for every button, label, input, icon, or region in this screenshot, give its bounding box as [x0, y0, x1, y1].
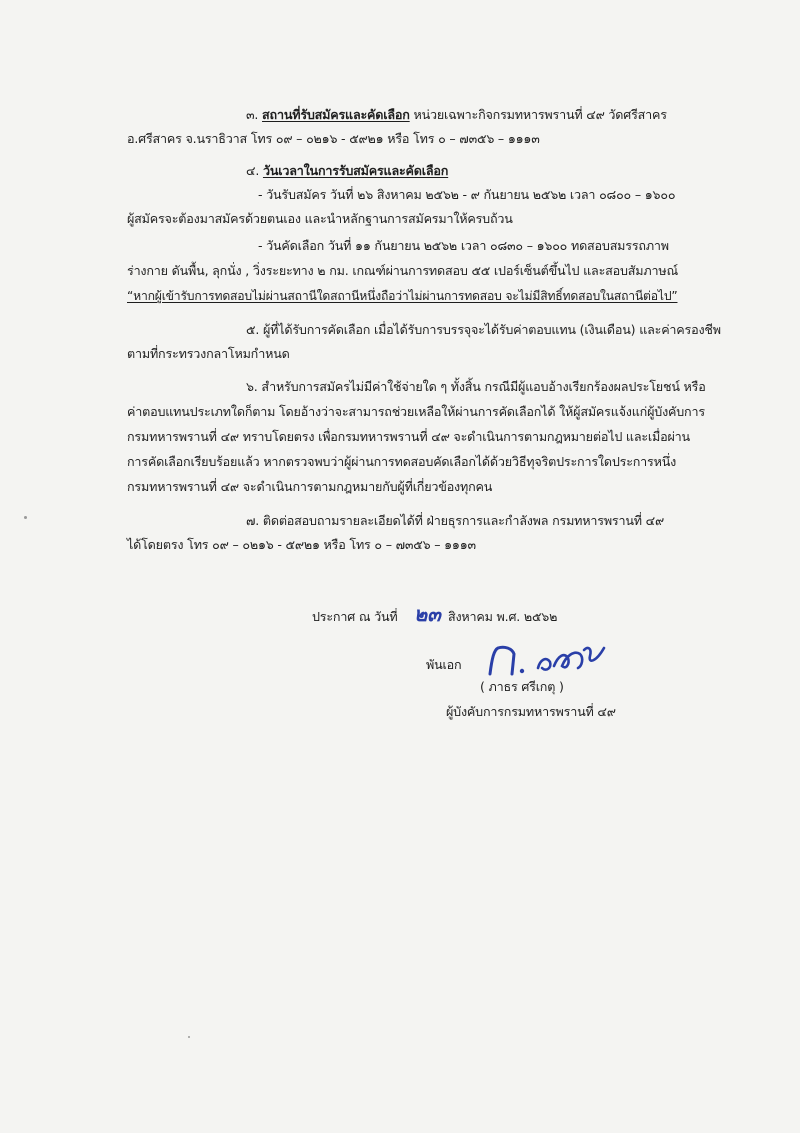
section5-line1: ๕. ผู้ที่ได้รับการคัดเลือก เมื่อได้รับการบรรจุจะได้รับค่าตอบแทน (เงินเดือน) และค่าครองชีพ: [246, 322, 721, 337]
section6-line2: ค่าตอบแทนประเภทใดก็ตาม โดยอ้างว่าจะสามารถช่วยเหลือให้ผ่านการคัดเลือกได้ ให้ผู้สมัครแจ้งแก่ผู้บังคับการ: [127, 404, 705, 419]
signature-image: [486, 638, 626, 678]
section7-line1: ๗. ติดต่อสอบถามรายละเอียดได้ที่ ฝ่ายธุรการและกำลังพล กรมทหารพรานที่ ๔๙: [246, 513, 665, 528]
section4-select-line2: ร่างกาย ดันพื้น, ลุกนั่ง , วิ่งระยะทาง ๒ กม. เกณฑ์ผ่านการทดสอบ ๕๕ เปอร์เซ็นต์ขึ้นไป และสอบสัมภาษณ์: [127, 263, 678, 278]
scan-speck: [188, 1036, 190, 1038]
announce-prefix: ประกาศ ณ วันที่: [312, 609, 398, 624]
scan-speck: [24, 516, 27, 519]
section3-line1: [246, 107, 667, 123]
section7-line2: ได้โดยตรง โทร ๐๙ – ๐๒๑๖ - ๕๙๒๑ หรือ โทร ๐ – ๗๓๕๖ – ๑๑๑๓: [127, 537, 476, 552]
signer-position: ผู้บังคับการกรมทหารพรานที่ ๔๙: [446, 704, 616, 719]
signer-name: ( ภาธร ศรีเกตุ ): [480, 679, 564, 694]
section3-number: ๓.: [246, 107, 259, 122]
section4-heading: วันเวลาในการรับสมัครและคัดเลือก: [262, 163, 449, 178]
section4-select-line1: - วันคัดเลือก วันที่ ๑๑ กันยายน ๒๕๖๒ เวลา ๐๘๓๐ – ๑๖๐๐ ทดสอบสมรรถภาพ: [258, 238, 669, 253]
section4-apply-line2: ผู้สมัครจะต้องมาสมัครด้วยตนเอง และนำหลักฐานการสมัครมาให้ครบถ้วน: [127, 211, 513, 226]
section4-select-line3: “หากผู้เข้ารับการทดสอบไม่ผ่านสถานีใดสถานีหนึ่งถือว่าไม่ผ่านการทดสอบ จะไม่มีสิทธิ์ทดสอบในสถานีต่อไป”: [127, 289, 678, 303]
section5-line2: ตามที่กระทรวงกลาโหมกำหนด: [127, 346, 290, 361]
section6-line1: ๖. สำหรับการสมัครไม่มีค่าใช้จ่ายใด ๆ ทั้งสิ้น กรณีมีผู้แอบอ้างเรียกร้องผลประโยชน์ หรือ: [246, 379, 706, 394]
section4-apply-line1: - วันรับสมัคร วันที่ ๒๖ สิงหาคม ๒๕๖๒ - ๙ กันยายน ๒๕๖๒ เวลา ๐๘๐๐ – ๑๖๐๐: [258, 187, 676, 202]
section3-heading: สถานที่รับสมัครและคัดเลือก: [262, 107, 410, 122]
handwritten-day: ๒๓: [414, 602, 441, 626]
section6-line5: กรมทหารพรานที่ ๔๙ จะดำเนินการตามกฎหมายกับผู้ที่เกี่ยวข้องทุกคน: [127, 479, 493, 494]
section3-line1-text: หน่วยเฉพาะกิจกรมทหารพรานที่ ๔๙ วัดศรีสาคร: [413, 107, 667, 122]
section3-line2: อ.ศรีสาคร จ.นราธิวาส โทร ๐๙ – ๐๒๑๖ - ๕๙๒๑ หรือ โทร ๐ – ๗๓๕๖ – ๑๑๑๓: [127, 131, 540, 146]
section4-heading-line: [246, 163, 448, 179]
signer-rank: พันเอก: [426, 657, 462, 672]
announce-month-year: สิงหาคม พ.ศ. ๒๕๖๒: [448, 609, 558, 624]
section4-number: ๔.: [246, 163, 260, 178]
section6-line3: กรมทหารพรานที่ ๔๙ ทราบโดยตรง เพื่อกรมทหารพรานที่ ๔๙ จะดำเนินการตามกฎหมายต่อไป และเมื่อผ่าน: [127, 429, 690, 444]
section6-line4: การคัดเลือกเรียบร้อยแล้ว หากตรวจพบว่าผู้ผ่านการทดสอบคัดเลือกได้ด้วยวิธีทุจริตประการใดประการหนึ่ง: [127, 454, 677, 469]
